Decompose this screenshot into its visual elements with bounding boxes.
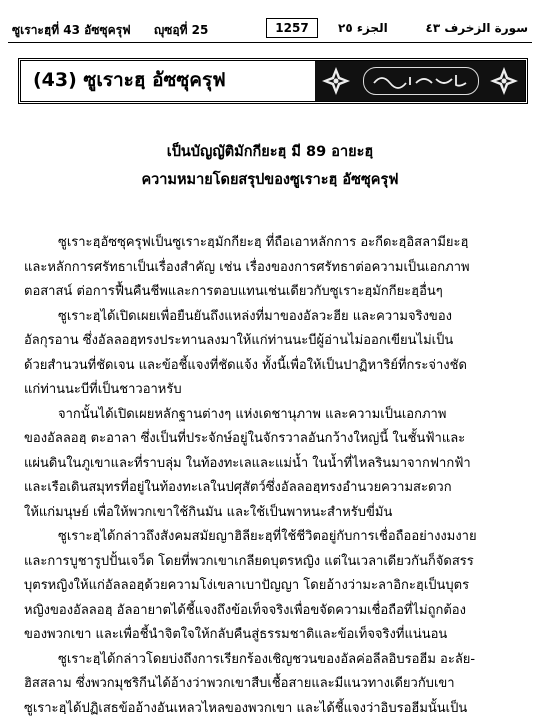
surah-calligraphy-panel bbox=[315, 61, 525, 101]
text-line: ของอัลลอฮฺ ตะอาลา ซึ่งเป็นที่ประจักษ์อยู่ในจักรวาลอันกว้างใหญ่นี้ ในชั้นฟ้าและ bbox=[24, 427, 524, 452]
text-line: ฮิสสลาม ซึ่งพวกมุชริกีนได้อ้างว่าพวกเขาสืบเชื้อสายและมีแนวทางเดียวกับเขา bbox=[24, 672, 524, 697]
calligraphy-cartouche bbox=[363, 67, 479, 95]
paragraph bbox=[24, 525, 524, 623]
paragraph bbox=[24, 427, 524, 525]
text-line: และหลักการศรัทธาเป็นเรื่องสำคัญ เช่น เรื่องของการศรัทธาต่อความเป็นเอกภาพ bbox=[24, 256, 524, 281]
text-line: ซูเราะฮฺได้ปฏิเสธข้ออ้างอันเหลวไหลของพวกเขา และได้ชี้แจงว่าอิบรอฮีมนั้นเป็น bbox=[24, 697, 524, 721]
revelation-info: เป็นบัญญัติมักกียะฮฺ มี 89 อายะฮฺ bbox=[0, 140, 540, 163]
ornament-star-icon bbox=[489, 66, 519, 96]
ornament-star-icon bbox=[321, 66, 351, 96]
text-line: ซูเราะฮฺได้กล่าวโดยบ่งถึงการเรียกร้องเชิญชวนของอัลค่อลีลอิบรอฮีม อะลัย- bbox=[24, 648, 524, 673]
text-line: แก่ท่านนะบีที่เป็นชาวอาหรับ bbox=[24, 378, 524, 403]
paragraph bbox=[24, 231, 524, 329]
text-line: ตอสาสน์ ต่อการฟื้นคืนชีพและการตอบแทนเช่นเดียวกับซูเราะฮฺมักกียะฮฺอื่นๆ bbox=[24, 280, 524, 305]
surah-title: (43) ซูเราะฮฺ อัซซุครุฟ bbox=[33, 65, 303, 95]
text-line: บุตรหญิงให้แก่อัลลอฮฺด้วยความโง่เขลาเบาปัญญา โดยอ้างว่ามะลาอิกะฮฺเป็นบุตร bbox=[24, 574, 524, 599]
text-line: ซูเราะฮฺได้กล่าวถึงสังคมสมัยญาฮิลียะฮฺที่ใช้ชีวิตอยู่กับการเชื่อถืออย่างงมงาย bbox=[24, 525, 524, 550]
page-header bbox=[8, 18, 532, 38]
text-line: ให้แก่มนุษย์ เพื่อให้พวกเขาใช้กินมัน และใช้เป็นพาหนะสำหรับขี่มัน bbox=[24, 501, 524, 526]
paragraph bbox=[24, 329, 524, 427]
header-juz-arabic: الجزء ٢٥ bbox=[338, 21, 388, 35]
calligraphy-icon bbox=[370, 71, 470, 89]
paragraph bbox=[24, 623, 524, 721]
header-surah-arabic: سورة الزخرف ٤٣ bbox=[426, 21, 528, 35]
text-line: ของพวกเขา และเพื่อชี้นำจิตใจให้กลับคืนสู่ธรรมชาติและข้อเท็จจริงที่แน่นอน bbox=[24, 623, 524, 648]
text-line: จากนั้นได้เปิดเผยหลักฐานต่างๆ แห่งเดชานุภาพ และความเป็นเอกภาพ bbox=[24, 403, 524, 428]
text-line: หญิงของอัลลอฮฺ อัลอายาตได้ชี้แจงถึงข้อเท็จจริงเพื่อขจัดความเชื่อถือที่ไม่ถูกต้อง bbox=[24, 599, 524, 624]
page-number: 1257 bbox=[266, 18, 318, 38]
text-line: ซูเราะฮฺได้เปิดเผยเพื่อยืนยันถึงแหล่งที่มาของอัลวะฮีย และความจริงของ bbox=[24, 305, 524, 330]
header-rule bbox=[8, 42, 532, 43]
header-surah-number-thai: ซูเราะฮฺที่ 43 อัซซุครุฟ bbox=[12, 21, 131, 40]
text-line: และเรือเดินสมุทรที่อยู่ในท้องทะเลในปศุสัตว์ซึ่งอัลลอฮฺทรงอำนวยความสะดวก bbox=[24, 476, 524, 501]
summary-heading: ความหมายโดยสรุปของซูเราะฮฺ อัซซุครุฟ bbox=[0, 168, 540, 191]
text-line: แผ่นดินในภูเขาและที่ราบลุ่ม ในท้องทะเลและแม่น้ำ ในน้ำที่ไหลรินมาจากฟากฟ้า bbox=[24, 452, 524, 477]
text-line: และการบูชารูปปั้นเจว็ด โดยที่พวกเขาเกลียดบุตรหญิง แต่ในเวลาเดียวกันก็จัดสรร bbox=[24, 550, 524, 575]
text-line: ซูเราะฮฺอัซซุครุฟเป็นซูเราะฮฺมักกียะฮฺ ที่ถือเอาหลักการ อะกีดะฮฺอิสลามียะฮฺ bbox=[24, 231, 524, 256]
text-line: อัลกุรอาน ซึ่งอัลลอฮฺทรงประทานลงมาให้แก่ท่านนะบีผู้อ่านไม่ออกเขียนไม่เป็น bbox=[24, 329, 524, 354]
header-juz-thai: ญุซอฺที่ 25 bbox=[154, 21, 208, 40]
surah-title-banner bbox=[18, 58, 528, 104]
text-line: ด้วยสำนวนที่ชัดเจน และข้อชี้แจงที่ชัดแจ้ง ทั้งนี้เพื่อให้เป็นปาฏิหาริย์ที่กระจ่างชัด bbox=[24, 354, 524, 379]
